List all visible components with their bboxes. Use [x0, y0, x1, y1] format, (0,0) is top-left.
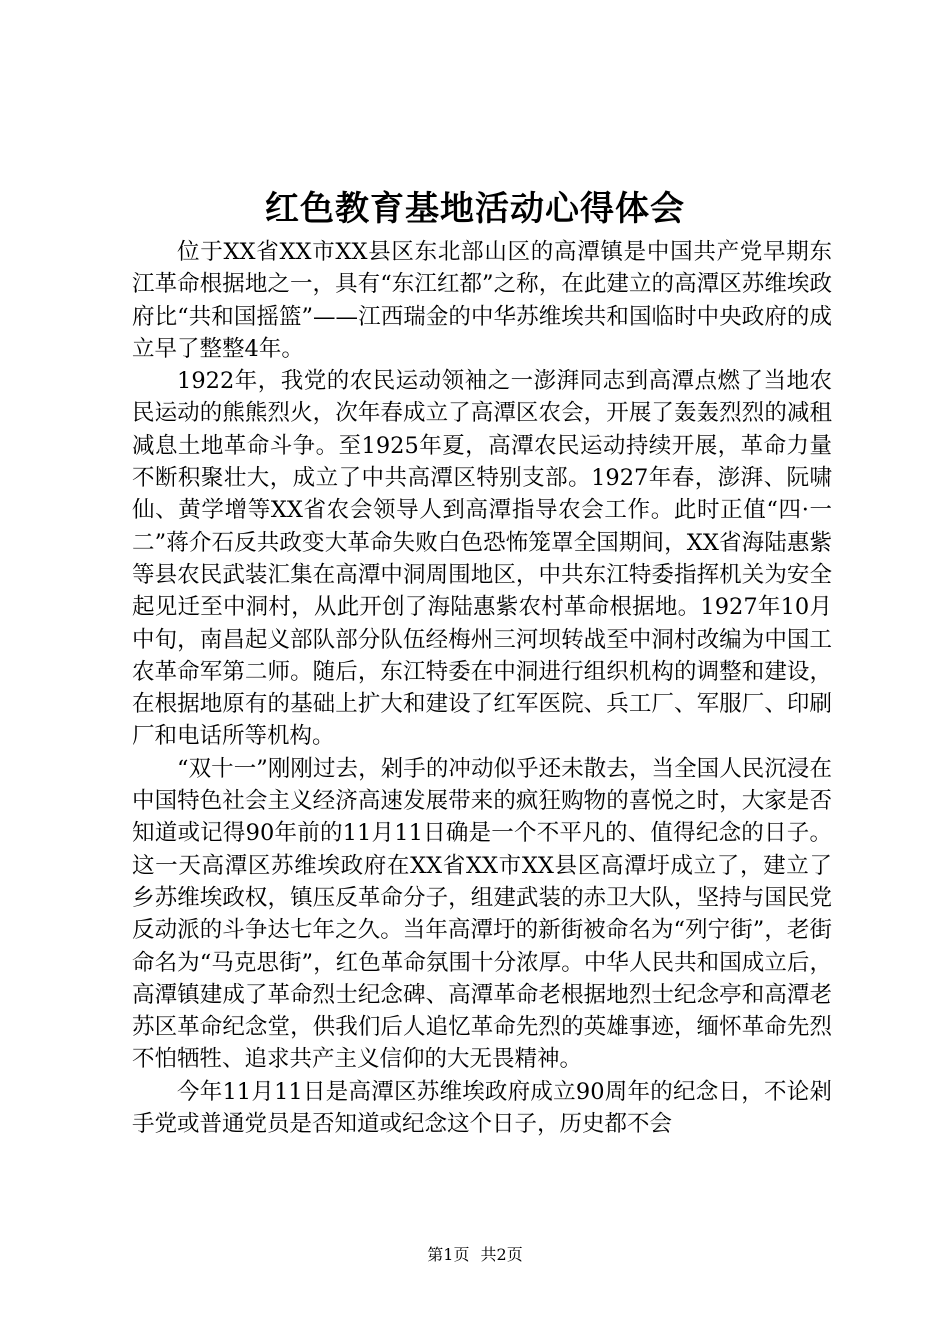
page-footer — [0, 1244, 950, 1266]
document-body — [132, 236, 832, 1140]
paragraph-3: “双十一”刚刚过去，剁手的冲动似乎还未散去，当全国人民沉浸在中国特色社会主义经济高速发展带来的疯狂购物的喜悦之时，大家是否知道或记得90年前的11月11日确是一个不平凡的、值得纪念的日子。这一天高潭区苏维埃政府在XX省XX市XX县区高潭圩成立了，建立了乡苏维埃政权，镇压反革命分子，组建武装的赤卫大队，坚持与国民党反动派的斗争达七年之久。当年高潭圩的新街被命名为“列宁街”，老街命名为“马克思街”，红色革命氛围十分浓厚。中华人民共和国成立后，高潭镇建成了革命烈士纪念碑、高潭革命老根据地烈士纪念亭和高潭老苏区革命纪念堂，供我们后人追忆革命先烈的英雄事迹，缅怀革命先烈不怕牺牲、追求共产主义信仰的大无畏精神。 — [132, 755, 832, 1073]
paragraph-1: 位于XX省XX市XX县区东北部山区的高潭镇是中国共产党早期东江革命根据地之一，具有“东江红都”之称，在此建立的高潭区苏维埃政府比“共和国摇篮”——江西瑞金的中华苏维埃共和国临时中央政府的成立早了整整4年。 — [132, 239, 832, 362]
page-number-total: 共2页 — [480, 1245, 523, 1264]
paragraph-4: 今年11月11日是高潭区苏维埃政府成立90周年的纪念日，不论剁手党或普通党员是否知道或纪念这个日子，历史都不会 — [132, 1078, 832, 1138]
paragraph-2: 1922年，我党的农民运动领袖之一澎湃同志到高潭点燃了当地农民运动的熊熊烈火，次年春成立了高潭区农会，开展了轰轰烈烈的减租减息土地革命斗争。至1925年夏，高潭农民运动持续开展，革命力量不断积聚壮大，成立了中共高潭区特别支部。1927年春，澎湃、阮啸仙、黄学增等XX省农会领导人到高潭指导农会工作。此时正值“四·一二”蒋介石反共政变大革命失败白色恐怖笼罩全国期间，XX省海陆惠紫等县农民武装汇集在高潭中洞周围地区，中共东江特委指挥机关为安全起见迁至中洞村，从此开创了海陆惠紫农村革命根据地。1927年10月中旬，南昌起义部队部分队伍经梅州三河坝转战至中洞村改编为中国工农革命军第二师。随后，东江特委在中洞进行组织机构的调整和建设，在根据地原有的基础上扩大和建设了红军医院、兵工厂、军服厂、印刷厂和电话所等机构。 — [132, 368, 832, 750]
document-title: 红色教育基地活动心得体会 — [265, 189, 685, 229]
page-number-current: 第1页 — [427, 1245, 470, 1264]
